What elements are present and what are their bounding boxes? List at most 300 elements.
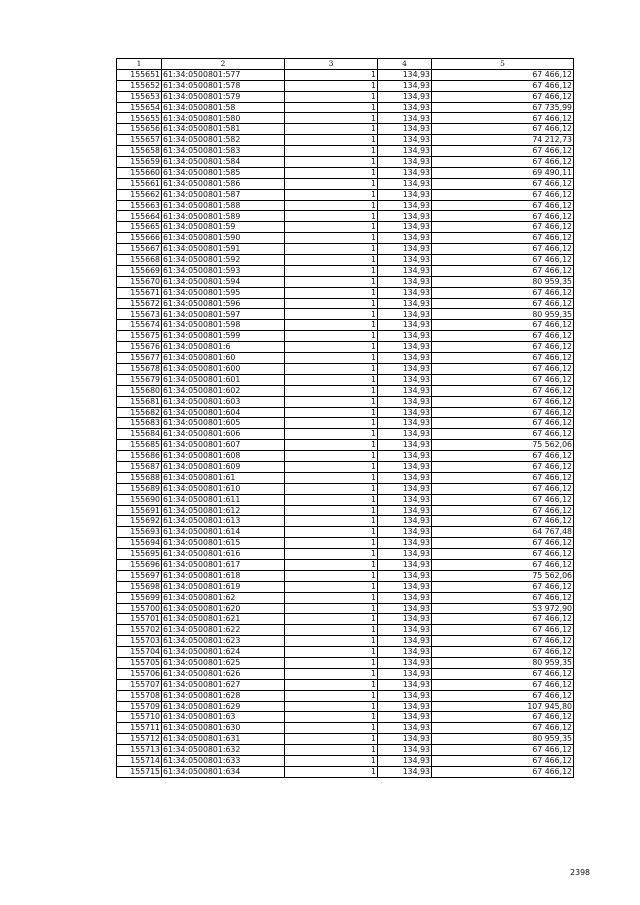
area-cell: 134,93 xyxy=(378,244,432,255)
value-cell: 67 466,12 xyxy=(432,146,574,157)
value-cell: 67 466,12 xyxy=(432,538,574,549)
cadastral-number-cell: 61:34:0500801:602 xyxy=(162,385,285,396)
cadastral-number-cell: 61:34:0500801:625 xyxy=(162,657,285,668)
table-row xyxy=(117,603,574,614)
table-row xyxy=(117,592,574,603)
row-number-cell: 155700 xyxy=(117,603,162,614)
count-cell: 1 xyxy=(285,570,378,581)
count-cell: 1 xyxy=(285,167,378,178)
table-row xyxy=(117,157,574,168)
table-row xyxy=(117,146,574,157)
area-cell: 134,93 xyxy=(378,309,432,320)
count-cell: 1 xyxy=(285,211,378,222)
row-number-cell: 155709 xyxy=(117,701,162,712)
row-number-cell: 155676 xyxy=(117,342,162,353)
table-row xyxy=(117,244,574,255)
table-row xyxy=(117,374,574,385)
table-row xyxy=(117,494,574,505)
count-cell: 1 xyxy=(285,647,378,658)
row-number-cell: 155665 xyxy=(117,222,162,233)
count-cell: 1 xyxy=(285,538,378,549)
count-cell: 1 xyxy=(285,756,378,767)
row-number-cell: 155704 xyxy=(117,647,162,658)
value-cell: 67 466,12 xyxy=(432,418,574,429)
area-cell: 134,93 xyxy=(378,734,432,745)
row-number-cell: 155664 xyxy=(117,211,162,222)
value-cell: 67 466,12 xyxy=(432,124,574,135)
area-cell: 134,93 xyxy=(378,146,432,157)
cadastral-number-cell: 61:34:0500801:603 xyxy=(162,396,285,407)
table-row xyxy=(117,233,574,244)
row-number-cell: 155652 xyxy=(117,80,162,91)
row-number-cell: 155702 xyxy=(117,625,162,636)
cadastral-number-cell: 61:34:0500801:634 xyxy=(162,766,285,777)
value-cell: 107 945,80 xyxy=(432,701,574,712)
area-cell: 134,93 xyxy=(378,636,432,647)
row-number-cell: 155651 xyxy=(117,69,162,80)
table-row xyxy=(117,287,574,298)
table-row xyxy=(117,734,574,745)
count-cell: 1 xyxy=(285,690,378,701)
row-number-cell: 155683 xyxy=(117,418,162,429)
value-cell: 80 959,35 xyxy=(432,309,574,320)
table-row xyxy=(117,527,574,538)
count-cell: 1 xyxy=(285,745,378,756)
count-cell: 1 xyxy=(285,287,378,298)
cadastral-number-cell: 61:34:0500801:579 xyxy=(162,91,285,102)
table-row xyxy=(117,331,574,342)
area-cell: 134,93 xyxy=(378,538,432,549)
area-cell: 134,93 xyxy=(378,483,432,494)
value-cell: 67 466,12 xyxy=(432,636,574,647)
area-cell: 134,93 xyxy=(378,200,432,211)
value-cell: 67 466,12 xyxy=(432,625,574,636)
count-cell: 1 xyxy=(285,276,378,287)
row-number-cell: 155711 xyxy=(117,723,162,734)
table-row xyxy=(117,723,574,734)
count-cell: 1 xyxy=(285,407,378,418)
value-cell: 67 466,12 xyxy=(432,69,574,80)
count-cell: 1 xyxy=(285,418,378,429)
table-row xyxy=(117,516,574,527)
value-cell: 75 562,06 xyxy=(432,570,574,581)
area-cell: 134,93 xyxy=(378,287,432,298)
value-cell: 67 466,12 xyxy=(432,668,574,679)
area-cell: 134,93 xyxy=(378,766,432,777)
value-cell: 67 466,12 xyxy=(432,363,574,374)
count-cell: 1 xyxy=(285,668,378,679)
row-number-cell: 155657 xyxy=(117,135,162,146)
table-row xyxy=(117,636,574,647)
area-cell: 134,93 xyxy=(378,614,432,625)
cadastral-number-cell: 61:34:0500801:594 xyxy=(162,276,285,287)
table-row xyxy=(117,483,574,494)
area-cell: 134,93 xyxy=(378,80,432,91)
area-cell: 134,93 xyxy=(378,222,432,233)
page-number: 2398 xyxy=(570,868,590,877)
cadastral-number-cell: 61:34:0500801:589 xyxy=(162,211,285,222)
cadastral-number-cell: 61:34:0500801:615 xyxy=(162,538,285,549)
table-row xyxy=(117,451,574,462)
value-cell: 67 466,12 xyxy=(432,385,574,396)
cadastral-number-cell: 61:34:0500801:62 xyxy=(162,592,285,603)
area-cell: 134,93 xyxy=(378,124,432,135)
table-row xyxy=(117,679,574,690)
area-cell: 134,93 xyxy=(378,276,432,287)
cadastral-number-cell: 61:34:0500801:591 xyxy=(162,244,285,255)
area-cell: 134,93 xyxy=(378,505,432,516)
cadastral-number-cell: 61:34:0500801:608 xyxy=(162,451,285,462)
cadastral-number-cell: 61:34:0500801:63 xyxy=(162,712,285,723)
area-cell: 134,93 xyxy=(378,233,432,244)
table-row xyxy=(117,505,574,516)
count-cell: 1 xyxy=(285,331,378,342)
value-cell: 67 466,12 xyxy=(432,244,574,255)
count-cell: 1 xyxy=(285,265,378,276)
value-cell: 67 466,12 xyxy=(432,374,574,385)
cadastral-number-cell: 61:34:0500801:620 xyxy=(162,603,285,614)
value-cell: 67 466,12 xyxy=(432,472,574,483)
row-number-cell: 155692 xyxy=(117,516,162,527)
cadastral-number-cell: 61:34:0500801:609 xyxy=(162,461,285,472)
row-number-cell: 155674 xyxy=(117,320,162,331)
value-cell: 75 562,06 xyxy=(432,440,574,451)
value-cell: 67 466,12 xyxy=(432,178,574,189)
value-cell: 67 466,12 xyxy=(432,614,574,625)
count-cell: 1 xyxy=(285,527,378,538)
cadastral-number-cell: 61:34:0500801:58 xyxy=(162,102,285,113)
value-cell: 67 466,12 xyxy=(432,766,574,777)
cadastral-number-cell: 61:34:0500801:590 xyxy=(162,233,285,244)
area-cell: 134,93 xyxy=(378,461,432,472)
column-header-2: 2 xyxy=(162,59,285,70)
table-row xyxy=(117,167,574,178)
value-cell: 67 466,12 xyxy=(432,647,574,658)
count-cell: 1 xyxy=(285,657,378,668)
row-number-cell: 155707 xyxy=(117,679,162,690)
cadastral-number-cell: 61:34:0500801:627 xyxy=(162,679,285,690)
row-number-cell: 155656 xyxy=(117,124,162,135)
table-row xyxy=(117,265,574,276)
value-cell: 80 959,35 xyxy=(432,657,574,668)
row-number-cell: 155677 xyxy=(117,353,162,364)
area-cell: 134,93 xyxy=(378,559,432,570)
count-cell: 1 xyxy=(285,189,378,200)
count-cell: 1 xyxy=(285,440,378,451)
area-cell: 134,93 xyxy=(378,657,432,668)
cadastral-number-cell: 61:34:0500801:622 xyxy=(162,625,285,636)
table-row xyxy=(117,625,574,636)
row-number-cell: 155703 xyxy=(117,636,162,647)
row-number-cell: 155671 xyxy=(117,287,162,298)
cadastral-number-cell: 61:34:0500801:612 xyxy=(162,505,285,516)
table-row xyxy=(117,407,574,418)
area-cell: 134,93 xyxy=(378,647,432,658)
value-cell: 67 466,12 xyxy=(432,407,574,418)
table-row xyxy=(117,309,574,320)
count-cell: 1 xyxy=(285,200,378,211)
row-number-cell: 155696 xyxy=(117,559,162,570)
count-cell: 1 xyxy=(285,451,378,462)
count-cell: 1 xyxy=(285,135,378,146)
value-cell: 67 466,12 xyxy=(432,712,574,723)
value-cell: 67 466,12 xyxy=(432,91,574,102)
cadastral-number-cell: 61:34:0500801:624 xyxy=(162,647,285,658)
count-cell: 1 xyxy=(285,80,378,91)
count-cell: 1 xyxy=(285,255,378,266)
area-cell: 134,93 xyxy=(378,298,432,309)
value-cell: 67 466,12 xyxy=(432,483,574,494)
count-cell: 1 xyxy=(285,549,378,560)
count-cell: 1 xyxy=(285,146,378,157)
row-number-cell: 155693 xyxy=(117,527,162,538)
value-cell: 67 466,12 xyxy=(432,255,574,266)
row-number-cell: 155715 xyxy=(117,766,162,777)
value-cell: 67 466,12 xyxy=(432,494,574,505)
area-cell: 134,93 xyxy=(378,668,432,679)
cadastral-number-cell: 61:34:0500801:577 xyxy=(162,69,285,80)
cadastral-number-cell: 61:34:0500801:600 xyxy=(162,363,285,374)
row-number-cell: 155694 xyxy=(117,538,162,549)
count-cell: 1 xyxy=(285,363,378,374)
column-header-4: 4 xyxy=(378,59,432,70)
cadastral-number-cell: 61:34:0500801:613 xyxy=(162,516,285,527)
cadastral-number-cell: 61:34:0500801:598 xyxy=(162,320,285,331)
table-row xyxy=(117,353,574,364)
table-row xyxy=(117,712,574,723)
count-cell: 1 xyxy=(285,603,378,614)
count-cell: 1 xyxy=(285,396,378,407)
cadastral-number-cell: 61:34:0500801:6 xyxy=(162,342,285,353)
cadastral-number-cell: 61:34:0500801:581 xyxy=(162,124,285,135)
cadastral-number-cell: 61:34:0500801:623 xyxy=(162,636,285,647)
area-cell: 134,93 xyxy=(378,363,432,374)
column-header-1: 1 xyxy=(117,59,162,70)
value-cell: 67 466,12 xyxy=(432,200,574,211)
area-cell: 134,93 xyxy=(378,255,432,266)
table-row xyxy=(117,538,574,549)
count-cell: 1 xyxy=(285,102,378,113)
cadastral-number-cell: 61:34:0500801:618 xyxy=(162,570,285,581)
row-number-cell: 155705 xyxy=(117,657,162,668)
area-cell: 134,93 xyxy=(378,178,432,189)
table-body xyxy=(117,69,574,777)
cadastral-number-cell: 61:34:0500801:604 xyxy=(162,407,285,418)
value-cell: 67 735,99 xyxy=(432,102,574,113)
table-row xyxy=(117,766,574,777)
table-row xyxy=(117,211,574,222)
table-row xyxy=(117,135,574,146)
value-cell: 67 466,12 xyxy=(432,461,574,472)
area-cell: 134,93 xyxy=(378,472,432,483)
cadastral-number-cell: 61:34:0500801:595 xyxy=(162,287,285,298)
row-number-cell: 155662 xyxy=(117,189,162,200)
cadastral-table xyxy=(116,58,574,778)
table-row xyxy=(117,429,574,440)
area-cell: 134,93 xyxy=(378,679,432,690)
area-cell: 134,93 xyxy=(378,396,432,407)
count-cell: 1 xyxy=(285,766,378,777)
area-cell: 134,93 xyxy=(378,527,432,538)
row-number-cell: 155660 xyxy=(117,167,162,178)
value-cell: 67 466,12 xyxy=(432,723,574,734)
row-number-cell: 155699 xyxy=(117,592,162,603)
row-number-cell: 155712 xyxy=(117,734,162,745)
count-cell: 1 xyxy=(285,244,378,255)
area-cell: 134,93 xyxy=(378,516,432,527)
table-row xyxy=(117,200,574,211)
value-cell: 69 490,11 xyxy=(432,167,574,178)
row-number-cell: 155678 xyxy=(117,363,162,374)
cadastral-number-cell: 61:34:0500801:619 xyxy=(162,581,285,592)
value-cell: 67 466,12 xyxy=(432,756,574,767)
table-row xyxy=(117,189,574,200)
cadastral-number-cell: 61:34:0500801:632 xyxy=(162,745,285,756)
value-cell: 67 466,12 xyxy=(432,211,574,222)
row-number-cell: 155684 xyxy=(117,429,162,440)
row-number-cell: 155685 xyxy=(117,440,162,451)
cadastral-number-cell: 61:34:0500801:616 xyxy=(162,549,285,560)
area-cell: 134,93 xyxy=(378,407,432,418)
value-cell: 67 466,12 xyxy=(432,745,574,756)
row-number-cell: 155680 xyxy=(117,385,162,396)
row-number-cell: 155691 xyxy=(117,505,162,516)
area-cell: 134,93 xyxy=(378,690,432,701)
value-cell: 67 466,12 xyxy=(432,516,574,527)
value-cell: 67 466,12 xyxy=(432,396,574,407)
table-row xyxy=(117,668,574,679)
area-cell: 134,93 xyxy=(378,723,432,734)
cadastral-number-cell: 61:34:0500801:629 xyxy=(162,701,285,712)
row-number-cell: 155663 xyxy=(117,200,162,211)
count-cell: 1 xyxy=(285,157,378,168)
count-cell: 1 xyxy=(285,113,378,124)
cadastral-number-cell: 61:34:0500801:605 xyxy=(162,418,285,429)
count-cell: 1 xyxy=(285,353,378,364)
table-row xyxy=(117,581,574,592)
table-row xyxy=(117,124,574,135)
table-row xyxy=(117,614,574,625)
cadastral-number-cell: 61:34:0500801:617 xyxy=(162,559,285,570)
value-cell: 67 466,12 xyxy=(432,559,574,570)
value-cell: 67 466,12 xyxy=(432,80,574,91)
table-row xyxy=(117,298,574,309)
table-row xyxy=(117,657,574,668)
area-cell: 134,93 xyxy=(378,167,432,178)
area-cell: 134,93 xyxy=(378,69,432,80)
row-number-cell: 155708 xyxy=(117,690,162,701)
table-row xyxy=(117,178,574,189)
table-row xyxy=(117,80,574,91)
cadastral-number-cell: 61:34:0500801:606 xyxy=(162,429,285,440)
count-cell: 1 xyxy=(285,614,378,625)
count-cell: 1 xyxy=(285,233,378,244)
row-number-cell: 155672 xyxy=(117,298,162,309)
table-row xyxy=(117,701,574,712)
value-cell: 80 959,35 xyxy=(432,276,574,287)
value-cell: 67 466,12 xyxy=(432,298,574,309)
row-number-cell: 155701 xyxy=(117,614,162,625)
row-number-cell: 155659 xyxy=(117,157,162,168)
cadastral-number-cell: 61:34:0500801:611 xyxy=(162,494,285,505)
table-row xyxy=(117,342,574,353)
row-number-cell: 155697 xyxy=(117,570,162,581)
area-cell: 134,93 xyxy=(378,756,432,767)
area-cell: 134,93 xyxy=(378,189,432,200)
cadastral-number-cell: 61:34:0500801:61 xyxy=(162,472,285,483)
area-cell: 134,93 xyxy=(378,592,432,603)
row-number-cell: 155675 xyxy=(117,331,162,342)
value-cell: 80 959,35 xyxy=(432,734,574,745)
count-cell: 1 xyxy=(285,69,378,80)
count-cell: 1 xyxy=(285,701,378,712)
count-cell: 1 xyxy=(285,374,378,385)
count-cell: 1 xyxy=(285,559,378,570)
count-cell: 1 xyxy=(285,581,378,592)
table-row xyxy=(117,570,574,581)
value-cell: 67 466,12 xyxy=(432,581,574,592)
area-cell: 134,93 xyxy=(378,549,432,560)
table-row xyxy=(117,396,574,407)
table-row xyxy=(117,745,574,756)
cadastral-number-cell: 61:34:0500801:614 xyxy=(162,527,285,538)
count-cell: 1 xyxy=(285,483,378,494)
table-row xyxy=(117,559,574,570)
cadastral-number-cell: 61:34:0500801:587 xyxy=(162,189,285,200)
area-cell: 134,93 xyxy=(378,418,432,429)
count-cell: 1 xyxy=(285,309,378,320)
cadastral-number-cell: 61:34:0500801:597 xyxy=(162,309,285,320)
value-cell: 67 466,12 xyxy=(432,222,574,233)
area-cell: 134,93 xyxy=(378,113,432,124)
cadastral-number-cell: 61:34:0500801:621 xyxy=(162,614,285,625)
count-cell: 1 xyxy=(285,516,378,527)
cadastral-number-cell: 61:34:0500801:584 xyxy=(162,157,285,168)
area-cell: 134,93 xyxy=(378,745,432,756)
value-cell: 67 466,12 xyxy=(432,592,574,603)
table-row xyxy=(117,222,574,233)
table-row xyxy=(117,690,574,701)
area-cell: 134,93 xyxy=(378,494,432,505)
area-cell: 134,93 xyxy=(378,701,432,712)
area-cell: 134,93 xyxy=(378,211,432,222)
cadastral-number-cell: 61:34:0500801:633 xyxy=(162,756,285,767)
count-cell: 1 xyxy=(285,505,378,516)
value-cell: 67 466,12 xyxy=(432,287,574,298)
area-cell: 134,93 xyxy=(378,374,432,385)
row-number-cell: 155667 xyxy=(117,244,162,255)
cadastral-number-cell: 61:34:0500801:596 xyxy=(162,298,285,309)
row-number-cell: 155658 xyxy=(117,146,162,157)
row-number-cell: 155682 xyxy=(117,407,162,418)
table-row xyxy=(117,113,574,124)
area-cell: 134,93 xyxy=(378,265,432,276)
table-row xyxy=(117,385,574,396)
area-cell: 134,93 xyxy=(378,451,432,462)
value-cell: 67 466,12 xyxy=(432,189,574,200)
area-cell: 134,93 xyxy=(378,331,432,342)
row-number-cell: 155661 xyxy=(117,178,162,189)
value-cell: 67 466,12 xyxy=(432,353,574,364)
row-number-cell: 155690 xyxy=(117,494,162,505)
cadastral-number-cell: 61:34:0500801:631 xyxy=(162,734,285,745)
area-cell: 134,93 xyxy=(378,320,432,331)
table-row xyxy=(117,69,574,80)
count-cell: 1 xyxy=(285,625,378,636)
area-cell: 134,93 xyxy=(378,429,432,440)
table-row xyxy=(117,549,574,560)
cadastral-number-cell: 61:34:0500801:59 xyxy=(162,222,285,233)
